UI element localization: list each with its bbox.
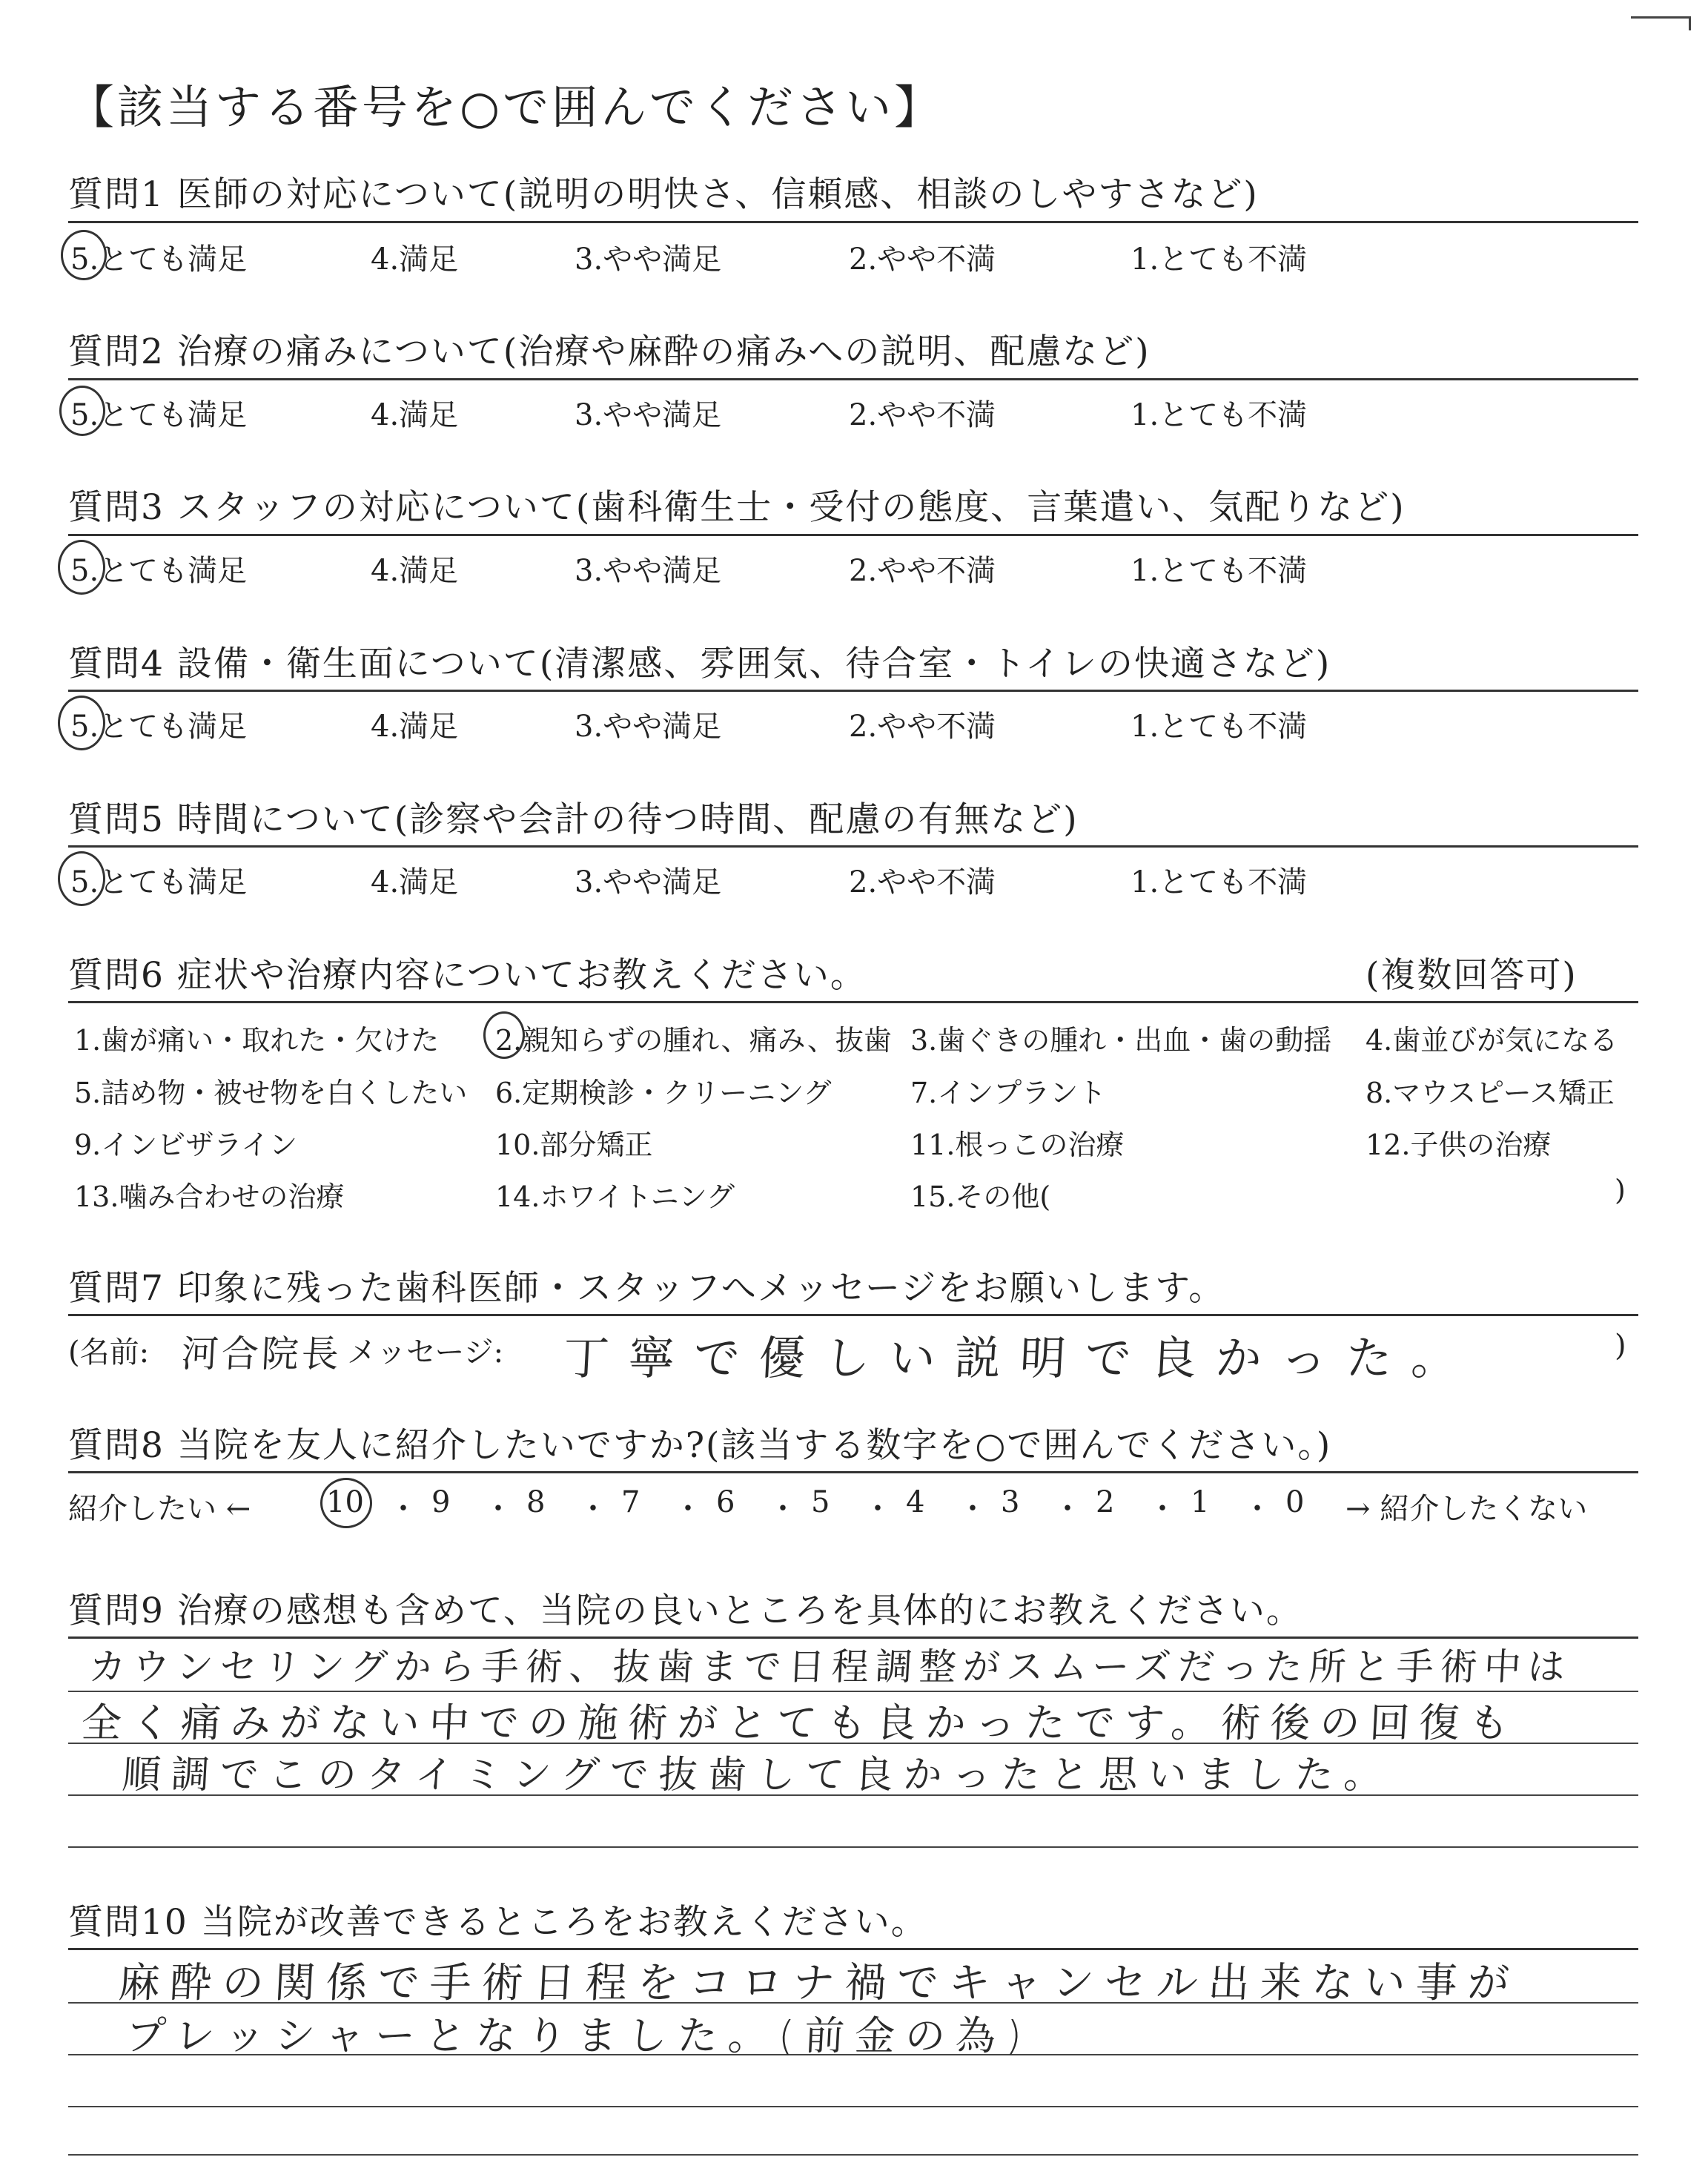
q6-item-8[interactable]: 8.マウスピース矯正 (1366, 1077, 1615, 1109)
q1-option-2[interactable]: 2.やや不満 (849, 242, 996, 277)
q8-scale-separator: ・ (958, 1492, 987, 1526)
q5-option-3[interactable]: 3.やや満足 (575, 865, 722, 899)
q6-item-3[interactable]: 3.歯ぐきの腫れ・出血・歯の動揺 (910, 1024, 1332, 1057)
q8-scale-6[interactable]: 6 (716, 1485, 735, 1519)
q6-note: (複数回答可) (1366, 955, 1578, 996)
q2-option-2[interactable]: 2.やや不満 (849, 398, 996, 432)
q4-options (0, 703, 1708, 747)
q6-item-6[interactable]: 6.定期検診・クリーニング (495, 1077, 832, 1109)
q1-option-1[interactable]: 1.とても不満 (1131, 242, 1308, 277)
q5-option-2[interactable]: 2.やや不満 (849, 865, 996, 899)
q5-option-5[interactable]: 5.とても満足 (70, 865, 248, 899)
q7-title: 質問7 印象に残った歯科医師・スタッフへメッセージをお願いします。 (68, 1268, 1225, 1309)
q6-rule (68, 1001, 1638, 1003)
q4-option-1[interactable]: 1.とても不満 (1131, 710, 1308, 744)
q4-selection-circle (58, 696, 105, 750)
q6-item-12[interactable]: 12.子供の治療 (1366, 1129, 1552, 1161)
q6-item-15-close: ) (1615, 1174, 1626, 1206)
q5-rule (68, 845, 1638, 848)
q1-rule (68, 221, 1638, 223)
q7-close-paren: ) (1615, 1329, 1626, 1363)
q4-rule (68, 690, 1638, 692)
q3-option-5[interactable]: 5.とても満足 (70, 554, 248, 588)
q6-item-14[interactable]: 14.ホワイトニング (495, 1180, 735, 1213)
q6-title: 質問6 症状や治療内容についてお教えください。 (68, 955, 867, 996)
q6-item-10[interactable]: 10.部分矯正 (495, 1129, 653, 1161)
q2-options (0, 392, 1708, 436)
q3-option-2[interactable]: 2.やや不満 (849, 554, 996, 588)
q1-selection-circle (61, 230, 107, 280)
q3-selection-circle (58, 540, 105, 595)
q8-scale-separator: ・ (1053, 1492, 1082, 1526)
q10-answer-line-1[interactable]: 麻酔の関係で手術日程をコロナ禍でキャンセル出来ない事が (117, 1959, 1521, 2007)
q1-option-5[interactable]: 5.とても満足 (70, 242, 248, 277)
q2-option-5[interactable]: 5.とても満足 (70, 398, 248, 432)
q6-item-11[interactable]: 11.根っこの治療 (910, 1129, 1125, 1161)
q6-item-13[interactable]: 13.噛み合わせの治療 (74, 1180, 345, 1213)
q6-item-5[interactable]: 5.詰め物・被せ物を白くしたい (74, 1077, 468, 1109)
q7-name-label: (名前: (68, 1335, 150, 1370)
q9-answer-line-3[interactable]: 順調でこのタイミングで抜歯して良かったと思いました。 (121, 1753, 1394, 1797)
q1-options (0, 236, 1708, 280)
q8-scale-7[interactable]: 7 (621, 1485, 640, 1519)
q9-title: 質問9 治療の感想も含めて、当院の良いところを具体的にお教えください。 (68, 1591, 1302, 1631)
q8-scale-0[interactable]: 0 (1285, 1485, 1305, 1519)
q8-scale-10[interactable]: 10 (326, 1485, 364, 1519)
q10-rule-4 (68, 2154, 1638, 2156)
q8-scale-8[interactable]: 8 (526, 1485, 546, 1519)
q2-title: 質問2 治療の痛みについて(治療や麻酔の痛みへの説明、配慮など) (68, 331, 1151, 372)
q6-item-15[interactable]: 15.その他( (910, 1180, 1051, 1213)
q8-scale-separator: ・ (768, 1492, 798, 1526)
q4-option-5[interactable]: 5.とても満足 (70, 710, 248, 744)
q6-item-9[interactable]: 9.インビザライン (74, 1129, 298, 1161)
q1-option-4[interactable]: 4.満足 (371, 242, 459, 277)
q10-title: 質問10 当院が改善できるところをお教えください。 (68, 1902, 927, 1943)
q6-item-2[interactable]: 2.親知らずの腫れ、痛み、抜歯 (495, 1024, 892, 1057)
q8-rule (68, 1471, 1638, 1473)
q8-scale-separator: ・ (1148, 1492, 1177, 1526)
q4-title: 質問4 設備・衛生面について(清潔感、雰囲気、待合室・トイレの快適さなど) (68, 644, 1331, 684)
q1-title: 質問1 医師の対応について(説明の明快さ、信頼感、相談のしやすさなど) (68, 174, 1259, 215)
q8-scale-2[interactable]: 2 (1096, 1485, 1115, 1519)
q2-option-3[interactable]: 3.やや満足 (575, 398, 722, 432)
q9-answer-line-2[interactable]: 全く痛みがない中での施術がとても良かったです。術後の回復も (80, 1700, 1520, 1746)
q8-scale-4[interactable]: 4 (906, 1485, 925, 1519)
q8-scale-separator: ・ (673, 1492, 703, 1526)
q3-option-1[interactable]: 1.とても不満 (1131, 554, 1308, 588)
q8-scale-separator: ・ (578, 1492, 608, 1526)
q9-answer-line-1[interactable]: カウンセリングから手術、抜歯まで日程調整がスムーズだった所と手術中は (87, 1645, 1573, 1688)
q6-selection-circle (483, 1011, 525, 1059)
q9-rule-4 (68, 1846, 1638, 1848)
q10-rule-3 (68, 2106, 1638, 2107)
q7-name-value[interactable]: 河合院長 (180, 1332, 343, 1375)
q5-option-4[interactable]: 4.満足 (371, 865, 459, 899)
q4-option-3[interactable]: 3.やや満足 (575, 710, 722, 744)
q8-scale-1[interactable]: 1 (1191, 1485, 1210, 1519)
q6-item-4[interactable]: 4.歯並びが気になる (1366, 1024, 1618, 1057)
q2-option-1[interactable]: 1.とても不満 (1131, 398, 1308, 432)
frame-corner (1677, 16, 1691, 30)
q5-options (0, 859, 1708, 903)
q8-title: 質問8 当院を友人に紹介したいですか?(該当する数字を○で囲んでください。) (68, 1425, 1332, 1466)
q7-message-value[interactable]: 丁寧で優しい説明で良かった。 (561, 1331, 1478, 1385)
q8-right-label: → 紹介したくない (1345, 1492, 1588, 1526)
q3-option-3[interactable]: 3.やや満足 (575, 554, 722, 588)
q5-option-1[interactable]: 1.とても不満 (1131, 865, 1308, 899)
q2-selection-circle (59, 386, 105, 436)
q2-rule (68, 378, 1638, 380)
q8-scale-5[interactable]: 5 (811, 1485, 830, 1519)
q3-title: 質問3 スタッフの対応について(歯科衛生士・受付の態度、言葉遣い、気配りなど) (68, 487, 1406, 528)
q8-scale-3[interactable]: 3 (1001, 1485, 1020, 1519)
page-title: 【該当する番号を○で囲んでください】 (68, 80, 944, 134)
q3-options (0, 547, 1708, 592)
q6-item-7[interactable]: 7.インプラント (910, 1077, 1107, 1109)
q1-option-3[interactable]: 3.やや満足 (575, 242, 722, 277)
q10-answer-line-2[interactable]: プレッシャーとなりました。(前金の為) (125, 2012, 1033, 2059)
q8-left-label: 紹介したい ← (68, 1492, 251, 1526)
q2-option-4[interactable]: 4.満足 (371, 398, 459, 432)
q8-scale-separator: ・ (863, 1492, 893, 1526)
q7-rule (68, 1314, 1638, 1316)
q8-scale-separator: ・ (1242, 1492, 1272, 1526)
q8-scale-separator: ・ (483, 1492, 513, 1526)
q5-selection-circle (58, 851, 105, 906)
q3-option-4[interactable]: 4.満足 (371, 554, 459, 588)
q7-message-label: メッセージ: (347, 1335, 504, 1370)
q8-scale-separator: ・ (388, 1492, 418, 1526)
q8-scale-9[interactable]: 9 (431, 1485, 451, 1519)
q4-option-4[interactable]: 4.満足 (371, 710, 459, 744)
q6-item-1[interactable]: 1.歯が痛い・取れた・欠けた (74, 1024, 440, 1057)
q4-option-2[interactable]: 2.やや不満 (849, 710, 996, 744)
q3-rule (68, 534, 1638, 536)
q5-title: 質問5 時間について(診察や会計の待つ時間、配慮の有無など) (68, 799, 1079, 840)
